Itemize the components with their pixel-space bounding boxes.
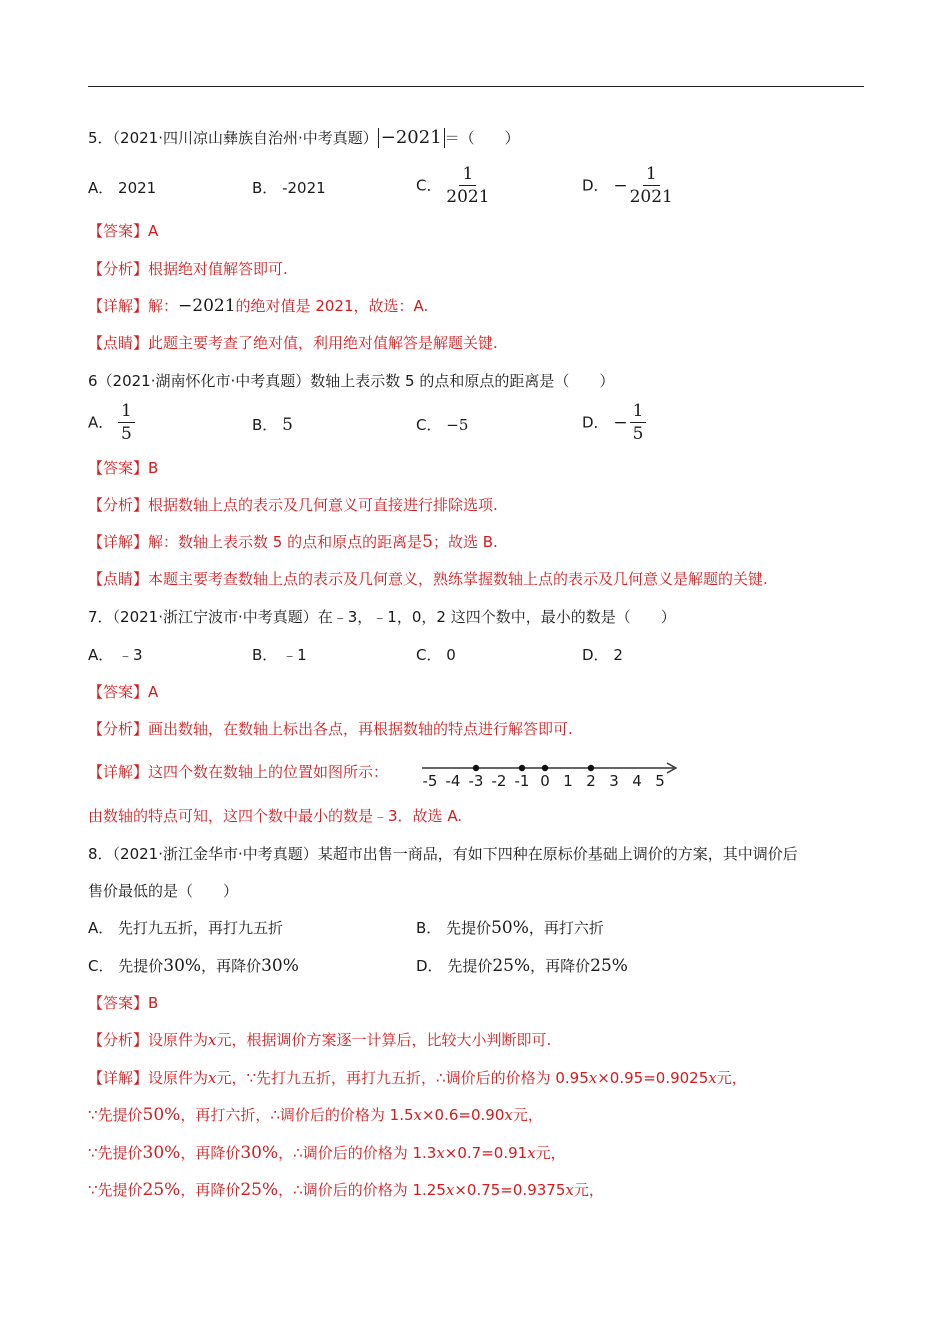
option-value: ﹣3 xyxy=(118,646,143,664)
option-label: D． xyxy=(582,413,609,432)
q8-detail-line1 xyxy=(88,1066,747,1090)
q6-answer xyxy=(88,456,158,480)
number-line-tick-label: -1 xyxy=(514,772,530,790)
option-text: 先打九五折，再打九五折 xyxy=(118,919,284,937)
numerator: 1 xyxy=(643,164,660,186)
number-line-tick-label: -4 xyxy=(445,772,461,790)
variable-x: x xyxy=(208,1069,217,1087)
option-value: 2 xyxy=(613,646,623,664)
denominator: 5 xyxy=(632,424,644,444)
q6-stem: 6（2021·湖南怀化市·中考真题）数轴上表示数 5 的点和原点的距离是（ ） xyxy=(88,372,615,390)
analysis-tag: 【分析】 xyxy=(88,1031,149,1049)
option-text: 先提价 xyxy=(118,957,164,975)
detail-text: 元， xyxy=(573,1181,604,1199)
detail-text: 解： xyxy=(148,297,179,315)
option-label: B． xyxy=(252,179,278,197)
q6-option-c xyxy=(416,413,468,437)
q7-stem: 7．（2021·浙江宁波市·中考真题）在﹣3，﹣1，0，2 这四个数中，最小的数是（ ） xyxy=(88,608,676,626)
option-label: A． xyxy=(88,919,114,937)
q5-analysis xyxy=(88,257,288,281)
number-line-tick-label: 2 xyxy=(586,772,596,790)
analysis-tag: 【分析】 xyxy=(88,496,149,514)
detail-tag: 【详解】 xyxy=(88,533,149,551)
option-value: ﹣1 xyxy=(282,646,307,664)
detail-math: −2021 xyxy=(178,296,236,316)
option-value: −5 xyxy=(446,416,469,434)
q8-option-d xyxy=(416,954,628,978)
q7-answer xyxy=(88,680,158,704)
detail-text: ∵先提价 xyxy=(88,1144,143,1162)
variable-x: x xyxy=(208,1031,217,1049)
option-value: 2021 xyxy=(118,179,157,197)
q6-option-b xyxy=(252,413,293,437)
analysis-text: 画出数轴，在数轴上标出各点，再根据数轴的特点进行解答即可. xyxy=(148,720,573,738)
option-text: ，再降价 xyxy=(201,957,262,975)
q8-option-b xyxy=(416,916,604,940)
q8-option-c xyxy=(88,954,299,978)
answer-value: A xyxy=(148,683,159,701)
number-line-tick-label: 3 xyxy=(609,772,619,790)
q5-stem-end: ＝（ ） xyxy=(444,129,520,147)
number-line-tick-label: -3 xyxy=(468,772,484,790)
q8-detail-line4 xyxy=(88,1178,604,1202)
numerator: 1 xyxy=(118,401,135,423)
detail-text-end: 的绝对值是 2021，故选：A. xyxy=(235,297,429,315)
fraction xyxy=(630,164,673,207)
detail-text: ∵先提价 xyxy=(88,1181,143,1199)
q8-detail-line2 xyxy=(88,1103,543,1127)
option-text: 先提价 xyxy=(446,919,492,937)
detail-tag: 【详解】 xyxy=(88,763,149,781)
answer-tag: 【答案】 xyxy=(88,994,149,1012)
option-label: A． xyxy=(88,179,114,197)
q8-option-a xyxy=(88,916,283,940)
analysis-text: 根据数轴上点的表示及几何意义可直接进行排除选项. xyxy=(148,496,498,514)
analysis-tag: 【分析】 xyxy=(88,260,149,278)
q6-analysis xyxy=(88,493,498,517)
q5-option-d xyxy=(582,164,673,207)
percent-value: 25% xyxy=(590,956,628,976)
q6-detail xyxy=(88,530,498,554)
detail-text: ，再降价 xyxy=(180,1181,241,1199)
q7-analysis xyxy=(88,717,573,741)
option-label: C． xyxy=(416,646,442,664)
number-line-tick-label: -5 xyxy=(422,772,438,790)
option-label: A． xyxy=(88,646,114,664)
answer-tag: 【答案】 xyxy=(88,222,149,240)
q5-option-a xyxy=(88,176,156,200)
detail-text: ×0.95=0.9025 xyxy=(597,1069,709,1087)
detail-text: ×0.75=0.9375 xyxy=(454,1181,566,1199)
variable-x: x xyxy=(708,1069,717,1087)
number-line-point xyxy=(588,765,594,771)
q7-conclusion: 由数轴的特点可知，这四个数中最小的数是﹣3．故选 A. xyxy=(88,807,463,825)
q7-option-a xyxy=(88,643,143,667)
q6-option-a xyxy=(88,401,135,444)
option-value: 0 xyxy=(446,646,456,664)
q7-option-b xyxy=(252,643,307,667)
detail-text: ，再降价 xyxy=(180,1144,241,1162)
variable-x: x xyxy=(527,1144,536,1162)
percent-value: 25% xyxy=(240,1180,279,1200)
variable-x: x xyxy=(436,1144,445,1162)
detail-text: ，∴调价后的价格为 1.3 xyxy=(278,1144,437,1162)
option-value: -2021 xyxy=(282,179,326,197)
numerator: 1 xyxy=(630,401,647,423)
detail-tag: 【详解】 xyxy=(88,297,149,315)
percent-value: 30% xyxy=(261,956,299,976)
detail-text: ×0.6=0.90 xyxy=(421,1106,505,1124)
q5-stem-text: 5．（2021·四川凉山彝族自治州·中考真题） xyxy=(88,129,378,147)
answer-value: A xyxy=(148,222,159,240)
q5-option-b xyxy=(252,176,326,200)
variable-x: x xyxy=(445,1181,455,1199)
analysis-tag: 【分析】 xyxy=(88,720,149,738)
q7-option-c xyxy=(416,643,456,667)
q8-stem-line2: 售价最低的是（ ） xyxy=(88,882,239,900)
number-line-tick-label: -2 xyxy=(491,772,507,790)
percent-value: 25% xyxy=(142,1180,181,1200)
detail-tag: 【详解】 xyxy=(88,1069,149,1087)
q5-option-c xyxy=(416,164,490,207)
number-line-point xyxy=(519,765,525,771)
number-line-tick-label: 5 xyxy=(655,772,665,790)
option-label: C． xyxy=(416,176,442,195)
analysis-text: 根据绝对值解答即可. xyxy=(148,260,288,278)
option-label: C． xyxy=(88,957,114,975)
option-value: 5 xyxy=(282,415,293,435)
analysis-text: 设原件为 xyxy=(148,1031,209,1049)
detail-text: 解：数轴上表示数 5 的点和原点的距离是 xyxy=(148,533,423,551)
q6-comment xyxy=(88,567,768,591)
option-label: D． xyxy=(582,176,609,195)
q6-option-d xyxy=(582,401,646,444)
fraction xyxy=(118,401,135,444)
analysis-text-end: 元，根据调价方案逐一计算后，比较大小判断即可. xyxy=(216,1031,552,1049)
option-text: ，再降价 xyxy=(530,957,591,975)
detail-text: 设原件为 xyxy=(148,1069,209,1087)
percent-value: 50% xyxy=(491,918,529,938)
detail-text: ∵先提价 xyxy=(88,1106,143,1124)
answer-tag: 【答案】 xyxy=(88,683,149,701)
q8-analysis xyxy=(88,1028,551,1052)
q5-stem xyxy=(88,126,520,150)
comment-text: 本题主要考查数轴上点的表示及几何意义，熟练掌握数轴上点的表示及几何意义是解题的关键. xyxy=(148,570,768,588)
option-label: B． xyxy=(416,919,442,937)
answer-tag: 【答案】 xyxy=(88,459,149,477)
number-line-point xyxy=(473,765,479,771)
option-label: D． xyxy=(582,646,609,664)
q5-abs-expr: −2021 xyxy=(378,128,445,148)
detail-text: 元，∵先打九五折，再打九五折，∴调价后的价格为 0.95 xyxy=(216,1069,589,1087)
comment-text: 此题主要考查了绝对值，利用绝对值解答是解题关键. xyxy=(148,334,498,352)
header-rule xyxy=(88,86,864,87)
q5-comment xyxy=(88,331,498,355)
q8-answer xyxy=(88,991,158,1015)
detail-text: 元， xyxy=(535,1144,566,1162)
option-label: C． xyxy=(416,416,442,434)
detail-text: 这四个数在数轴上的位置如图所示： xyxy=(148,763,389,781)
percent-value: 25% xyxy=(492,956,531,976)
option-label: D． xyxy=(416,957,443,975)
number-line xyxy=(418,756,680,790)
q8-stem-line1: 8．（2021·浙江金华市·中考真题）某超市出售一商品，有如下四种在原标价基础上调价的方案，其中调价后 xyxy=(88,845,798,863)
detail-math: 5 xyxy=(422,532,433,552)
denominator: 2021 xyxy=(446,187,490,207)
q8-detail-line3 xyxy=(88,1141,566,1165)
fraction xyxy=(446,164,489,207)
denominator: 2021 xyxy=(629,187,673,207)
number-line-tick-label: 0 xyxy=(540,772,550,790)
number-line-tick-label: 1 xyxy=(563,772,573,790)
detail-text: ，再打六折，∴调价后的价格为 1.5 xyxy=(180,1106,414,1124)
detail-text-end: ；故选 B. xyxy=(432,533,498,551)
answer-value: B xyxy=(148,994,159,1012)
percent-value: 30% xyxy=(142,1143,181,1163)
percent-value: 30% xyxy=(163,956,202,976)
option-text: ，再打六折 xyxy=(528,919,604,937)
fraction xyxy=(630,401,647,444)
option-text: 先提价 xyxy=(447,957,493,975)
q5-detail xyxy=(88,294,428,318)
detail-text: ，∴调价后的价格为 1.25 xyxy=(278,1181,446,1199)
percent-value: 30% xyxy=(240,1143,279,1163)
minus-sign: − xyxy=(613,175,628,196)
minus-sign: − xyxy=(613,412,628,433)
denominator: 5 xyxy=(121,424,132,444)
q7-detail xyxy=(88,760,388,784)
number-line-tick-label: 4 xyxy=(632,772,642,790)
percent-value: 50% xyxy=(142,1105,181,1125)
number-line-ticks xyxy=(423,772,665,790)
variable-x: x xyxy=(413,1106,422,1124)
option-label: A． xyxy=(88,413,114,432)
comment-tag: 【点睛】 xyxy=(88,334,149,352)
numerator: 1 xyxy=(459,164,476,186)
q5-answer xyxy=(88,219,158,243)
detail-text: ×0.7=0.91 xyxy=(444,1144,528,1162)
q7-option-d xyxy=(582,643,623,667)
variable-x: x xyxy=(588,1069,598,1087)
option-label: B． xyxy=(252,416,278,434)
number-line-point xyxy=(542,765,548,771)
answer-value: B xyxy=(148,459,159,477)
variable-x: x xyxy=(565,1181,574,1199)
detail-text: 元， xyxy=(512,1106,543,1124)
detail-text: 元， xyxy=(716,1069,747,1087)
option-label: B． xyxy=(252,646,278,664)
variable-x: x xyxy=(504,1106,513,1124)
comment-tag: 【点睛】 xyxy=(88,570,149,588)
